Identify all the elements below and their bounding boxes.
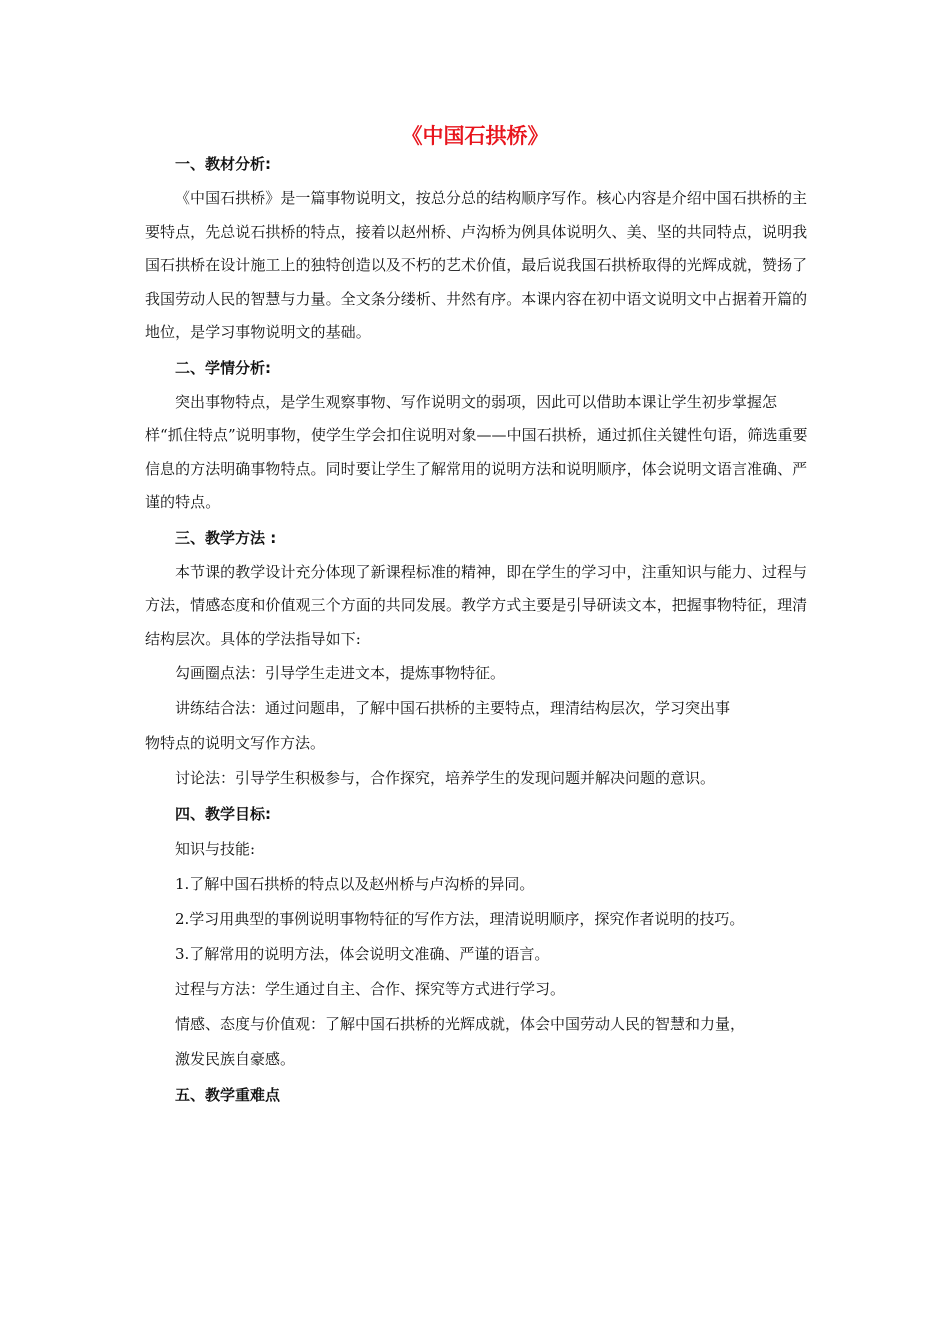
document-title: 《中国石拱桥》: [401, 124, 549, 148]
section-heading-teaching-goals: 四、教学目标:: [175, 805, 271, 823]
paragraph-teaching-methods: 本节课的教学设计充分体现了新课程标准的精神，即在学生的学习中，注重知识与能力、过程与方法，情感态度和价值观三个方面的共同发展。教学方式主要是引导研读文本，把握事物特征，理清结构层次。具体的学法指导如下:: [145, 562, 808, 648]
goal-item-1: 1.了解中国石拱桥的特点以及赵州桥与卢沟桥的异同。: [175, 875, 535, 893]
paragraph-student-analysis: 突出事物特点，是学生观察事物、写作说明文的弱项，因此可以借助本课让学生初步掌握怎样“抓住特点”说明事物，使学生学会扣住说明对象——中国石拱桥，通过抓住关键性句语，筛选重要信息的方法明确事物特点。同时要让学生了解常用的说明方法和说明顺序，体会说明文语言准确、严谨的特点。: [145, 392, 808, 511]
goal-item-3: 3.了解常用的说明方法，体会说明文准确、严谨的语言。: [175, 945, 550, 963]
document-body: [145, 146, 810, 1113]
goal-process-method: 过程与方法：学生通过自主、合作、探究等方式进行学习。: [175, 980, 566, 998]
section-heading-teaching-methods: 三、教学方法 :: [175, 528, 277, 547]
method-item-practice-continued: 物特点的说明文写作方法。: [145, 734, 326, 752]
section-heading-student-analysis: 二、学情分析:: [175, 358, 271, 377]
paragraph-textbook-analysis: 《中国石拱桥》是一篇事物说明文，按总分总的结构顺序写作。核心内容是介绍中国石拱桥的主要特点，先总说石拱桥的特点，接着以赵州桥、卢沟桥为例具体说明久、美、坚的共同特点，说明我国石拱桥在设计施工上的独特创造以及不朽的艺术价值，最后说我国石拱桥取得的光辉成就，赞扬了我国劳动人民的智慧与力量。全文条分缕析、井然有序。本课内容在初中语文说明文中占据着开篇的地位，是学习事物说明文的基础。: [145, 189, 808, 341]
method-item-discussion: 讨论法：引导学生积极参与，合作探究，培养学生的发现问题并解决问题的意识。: [175, 769, 716, 787]
goal-subheading-knowledge: 知识与技能:: [175, 840, 256, 858]
goal-item-2: 2.学习用典型的事例说明事物特征的写作方法，理清说明顺序，探究作者说明的技巧。: [175, 910, 745, 928]
method-item-practice: 讲练结合法：通过问题串，了解中国石拱桥的主要特点，理清结构层次，学习突出事: [175, 699, 731, 717]
goal-emotion-attitude: 情感、态度与价值观：了解中国石拱桥的光辉成就，体会中国劳动人民的智慧和力量，: [175, 1015, 746, 1033]
section-heading-key-difficulties: 五、教学重难点: [175, 1086, 281, 1104]
section-heading-textbook-analysis: 一、教材分析:: [175, 155, 271, 173]
method-item-annotation: 勾画圈点法：引导学生走进文本，提炼事物特征。: [175, 664, 506, 682]
goal-emotion-attitude-continued: 激发民族自豪感。: [175, 1050, 296, 1068]
